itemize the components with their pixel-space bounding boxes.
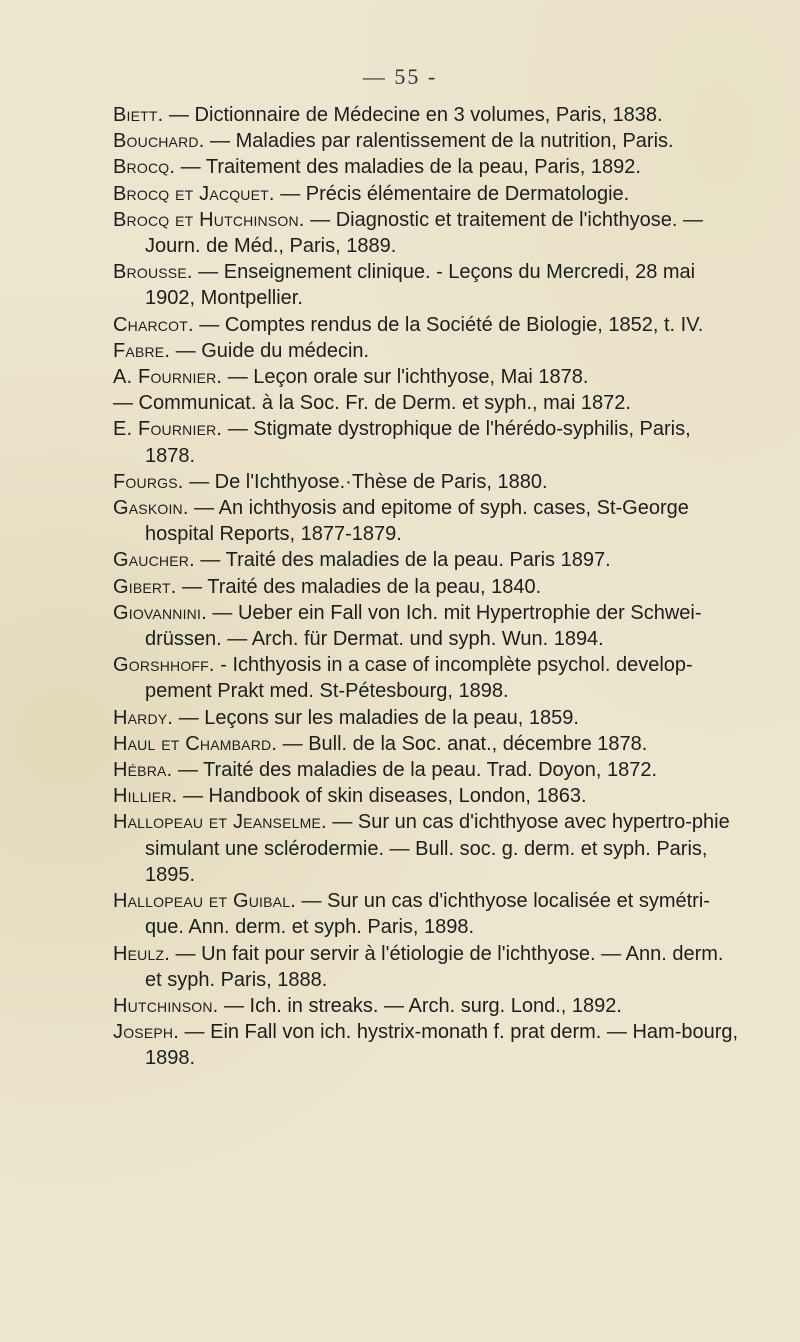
entry-text: — Ein Fall von ich. hystrix-monath f. prat derm. — Ham-bourg, 1898.	[145, 1021, 739, 1070]
entry-text: — Dictionnaire de Médecine en 3 volumes, Paris, 1838.	[163, 104, 663, 126]
entry-text: — Comptes rendus de la Société de Biologie, 1852, t. IV.	[193, 313, 704, 336]
entry-text: — Traité des maladies de la peau. Paris 1897.	[194, 549, 611, 572]
entry-author: Hardy.	[113, 706, 174, 729]
entry-author: Gibert.	[113, 575, 177, 598]
entry-author: Hallopeau et Jeanselme.	[113, 811, 327, 834]
page-number: — 55 -	[362, 64, 438, 89]
entry-author: Brocq.	[113, 156, 176, 179]
entry-text: — Bull. de la Soc. anat., décembre 1878.	[277, 732, 648, 755]
entry-author: Biett.	[113, 104, 164, 126]
entry-text: — Traitement des maladies de la peau, Paris, 1892.	[175, 156, 641, 179]
bibliography-entry	[113, 390, 743, 416]
entry-text: — Un fait pour servir à l'étiologie de l'ichthyose. — Ann. derm. et syph. Paris, 1888.	[145, 942, 724, 991]
entry-text: - Ichthyosis in a case of incomplète psychol. develop-pement Prakt med. St-Pétesbourg, 1898.	[145, 654, 693, 703]
entry-author: Haul et Chambard.	[113, 732, 278, 755]
bibliography-entry	[113, 312, 743, 338]
entry-author: A. Fournier.	[113, 366, 223, 389]
entry-author: Fourgs.	[113, 470, 184, 493]
bibliography-entry	[113, 993, 743, 1019]
entry-text: — Leçon orale sur l'ichthyose, Mai 1878.	[222, 366, 589, 389]
bibliography-entry	[113, 495, 743, 547]
entry-author: E. Fournier.	[113, 418, 223, 441]
bibliography-entry	[113, 102, 743, 128]
bibliography-entry	[113, 888, 743, 940]
entry-text: — Ueber ein Fall von Ich. mit Hypertrophie der Schwei-drüssen. — Arch. für Dermat. und syph. Wun. 1894.	[145, 601, 702, 651]
entry-text: — Handbook of skin diseases, London, 1863.	[177, 785, 587, 808]
entry-author: Joseph.	[113, 1021, 179, 1044]
bibliography-entry	[113, 574, 743, 600]
entry-author: Hébra.	[113, 759, 173, 782]
bibliography-entry	[113, 416, 743, 468]
entry-author: Charcot.	[113, 313, 194, 336]
entry-author: Heulz.	[113, 942, 170, 965]
entry-text: — Leçons sur les maladies de la peau, 1859.	[173, 706, 579, 729]
entry-text: — Guide du médecin.	[170, 339, 370, 362]
entry-author: Fabre.	[113, 339, 171, 362]
bibliography-entry	[113, 652, 743, 704]
bibliography-entry	[113, 705, 743, 731]
bibliography-entry	[113, 364, 743, 390]
entry-author: Brocq et Jacquet.	[113, 182, 275, 205]
bibliography-entry	[113, 128, 743, 154]
bibliography-entry	[113, 600, 743, 652]
entry-author: Hutchinson.	[113, 994, 219, 1017]
bibliography-entry	[113, 547, 743, 573]
bibliography-entry	[113, 154, 743, 180]
entry-text: — Sur un cas d'ichthyose avec hypertro-phie simulant une sclérodermie. — Bull. soc. g. derm. et syph. Paris, 1895.	[145, 811, 730, 886]
entry-text: — Précis élémentaire de Dermatologie.	[274, 182, 630, 205]
entry-author: Gaucher.	[113, 549, 195, 572]
bibliography-entry	[113, 757, 743, 783]
bibliography-entry	[113, 181, 743, 207]
bibliography-list	[113, 102, 743, 1072]
bibliography-entry	[113, 207, 743, 259]
entry-text: — Ich. in streaks. — Arch. surg. Lond., 1892.	[218, 994, 622, 1017]
entry-author: Giovannini.	[113, 601, 207, 624]
entry-text: — Sur un cas d'ichthyose localisée et symétri-que. Ann. derm. et syph. Paris, 1898.	[145, 890, 710, 939]
entry-author: Hillier.	[113, 785, 178, 808]
entry-text: — Enseignement clinique. - Leçons du Mercredi, 28 mai 1902, Montpellier.	[145, 261, 696, 310]
bibliography-entry	[113, 259, 743, 311]
entry-author: Bouchard.	[113, 130, 205, 153]
bibliography-entry	[113, 469, 743, 495]
entry-text: — Maladies par ralentissement de la nutrition, Paris.	[204, 130, 674, 153]
entry-text: — Traité des maladies de la peau, 1840.	[176, 575, 542, 598]
entry-text: — Traité des maladies de la peau. Trad. Doyon, 1872.	[172, 759, 658, 782]
bibliography-entry	[113, 809, 743, 888]
bibliography-entry	[113, 783, 743, 809]
entry-author: Gorshhoff.	[113, 654, 215, 677]
entry-author: Brocq et Hutchinson.	[113, 208, 305, 231]
entry-text: — Stigmate dystrophique de l'hérédo-syphilis, Paris, 1878.	[145, 418, 691, 467]
bibliography-entry	[113, 338, 743, 364]
entry-author: Hallopeau et Guibal.	[113, 890, 296, 913]
entry-text: — Diagnostic et traitement de l'ichthyose. — Journ. de Méd., Paris, 1889.	[145, 208, 704, 258]
entry-text: — An ichthyosis and epitome of syph. cases, St-George hospital Reports, 1877-1879.	[145, 497, 689, 546]
entry-author: Brousse.	[113, 261, 193, 284]
entry-text: — Communicat. à la Soc. Fr. de Derm. et syph., mai 1872.	[113, 392, 631, 415]
entry-text: — De l'Ichthyose.·Thèse de Paris, 1880.	[183, 470, 548, 493]
bibliography-entry	[113, 731, 743, 757]
entry-author: Gaskoin.	[113, 497, 189, 520]
bibliography-entry	[113, 941, 743, 993]
bibliography-entry	[113, 1019, 743, 1071]
